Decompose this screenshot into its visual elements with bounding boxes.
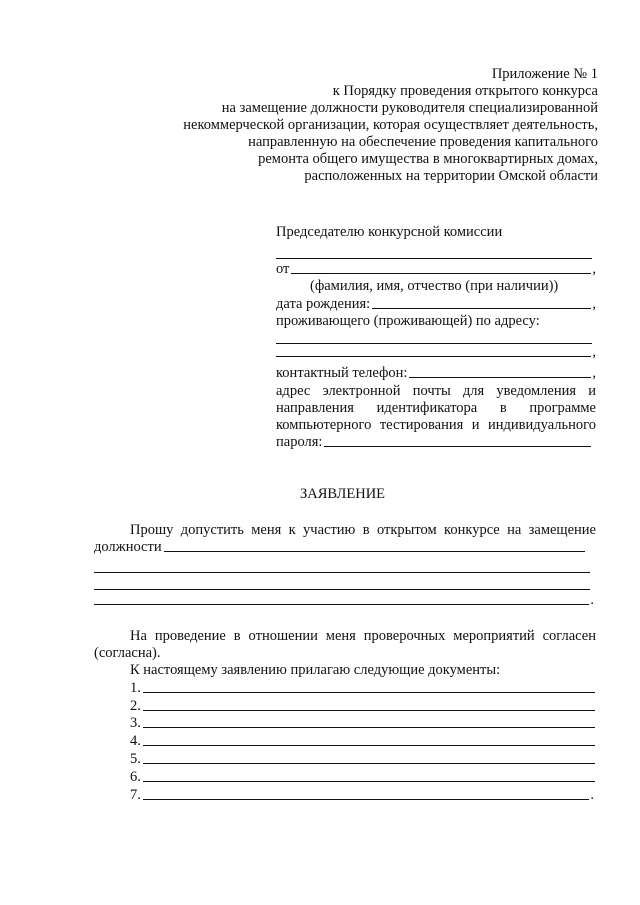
- position-line-4[interactable]: [94, 604, 589, 605]
- attachment-number: 3.: [130, 715, 141, 731]
- attachment-number: 1.: [130, 680, 141, 696]
- header-line: некоммерческой организации, которая осуществляет деятельность,: [183, 117, 598, 133]
- attachment-item[interactable]: [130, 751, 596, 768]
- position-input-line[interactable]: [164, 551, 585, 552]
- email-label-line: направления идентификатора в программе: [276, 400, 596, 416]
- address-line-2[interactable]: [276, 356, 591, 357]
- dob-field[interactable]: [276, 296, 596, 313]
- attachment-number: 6.: [130, 769, 141, 785]
- address-field-2[interactable]: [276, 344, 596, 361]
- phone-input-line[interactable]: [409, 377, 591, 378]
- attachment-item[interactable]: [130, 715, 596, 732]
- comma: ,: [592, 261, 596, 277]
- attachment-number: 5.: [130, 751, 141, 767]
- attachment-input-line[interactable]: [143, 710, 595, 711]
- header-line: Приложение № 1: [491, 66, 598, 82]
- from-hint: (фамилия, имя, отчество (при наличии)): [310, 278, 559, 294]
- attachment-item[interactable]: [130, 680, 596, 697]
- email-label-line: компьютерного тестирования и индивидуального: [276, 417, 596, 433]
- attachment-item[interactable]: [130, 698, 596, 715]
- attachment-item[interactable]: [130, 769, 596, 786]
- position-field-4[interactable]: [94, 592, 594, 609]
- attachment-number: 7.: [130, 787, 141, 803]
- header-line: к Порядку проведения открытого конкурса: [332, 83, 598, 99]
- position-label: должности: [94, 539, 162, 555]
- attachment-input-line[interactable]: [143, 745, 595, 746]
- phone-field[interactable]: [276, 365, 596, 382]
- comma: ,: [592, 365, 596, 381]
- from-field[interactable]: [276, 261, 596, 278]
- comma: ,: [592, 344, 596, 360]
- from-input-line[interactable]: [291, 273, 591, 274]
- password-label: пароля:: [276, 434, 323, 450]
- attachment-input-line[interactable]: [143, 692, 595, 693]
- position-line-2[interactable]: [94, 572, 590, 573]
- addressee-name-line[interactable]: [276, 258, 592, 259]
- attachment-item[interactable]: [130, 733, 596, 750]
- dob-input-line[interactable]: [372, 308, 591, 309]
- phone-label: контактный телефон:: [276, 365, 408, 381]
- dob-label: дата рождения:: [276, 296, 371, 312]
- header-block: [183, 66, 598, 185]
- attachment-number: 4.: [130, 733, 141, 749]
- header-line: ремонта общего имущества в многоквартирных домах,: [258, 151, 598, 167]
- attachment-input-line[interactable]: [143, 799, 590, 800]
- password-field[interactable]: [276, 434, 592, 451]
- request-line: Прошу допустить меня к участию в открытом конкурсе на замещение: [130, 522, 596, 538]
- position-line-3[interactable]: [94, 589, 590, 590]
- document-title: ЗАЯВЛЕНИЕ: [300, 486, 386, 502]
- consent-line-2: (согласна).: [94, 645, 161, 661]
- header-line: направленную на обеспечение проведения капитального: [248, 134, 598, 150]
- addressee-title: Председателю конкурсной комиссии: [276, 224, 503, 240]
- position-field[interactable]: [94, 539, 586, 556]
- header-line: на замещение должности руководителя специализированной: [221, 100, 598, 116]
- address-label: проживающего (проживающей) по адресу:: [276, 313, 540, 329]
- attachment-input-line[interactable]: [143, 781, 595, 782]
- attachment-item[interactable]: [130, 787, 594, 804]
- from-label: от: [276, 261, 290, 277]
- attachments-intro: К настоящему заявлению прилагаю следующие документы:: [130, 662, 501, 678]
- email-label-line: адрес электронной почты для уведомления и: [276, 383, 596, 399]
- attachment-input-line[interactable]: [143, 727, 595, 728]
- comma: ,: [592, 296, 596, 312]
- header-line: расположенных на территории Омской области: [304, 168, 598, 184]
- consent-line-1: На проведение в отношении меня проверочных мероприятий согласен: [130, 628, 596, 644]
- attachment-number: 2.: [130, 698, 141, 714]
- email-block: [276, 383, 596, 434]
- attachment-input-line[interactable]: [143, 763, 595, 764]
- period: .: [590, 787, 594, 803]
- period: .: [590, 592, 594, 608]
- password-input-line[interactable]: [324, 446, 591, 447]
